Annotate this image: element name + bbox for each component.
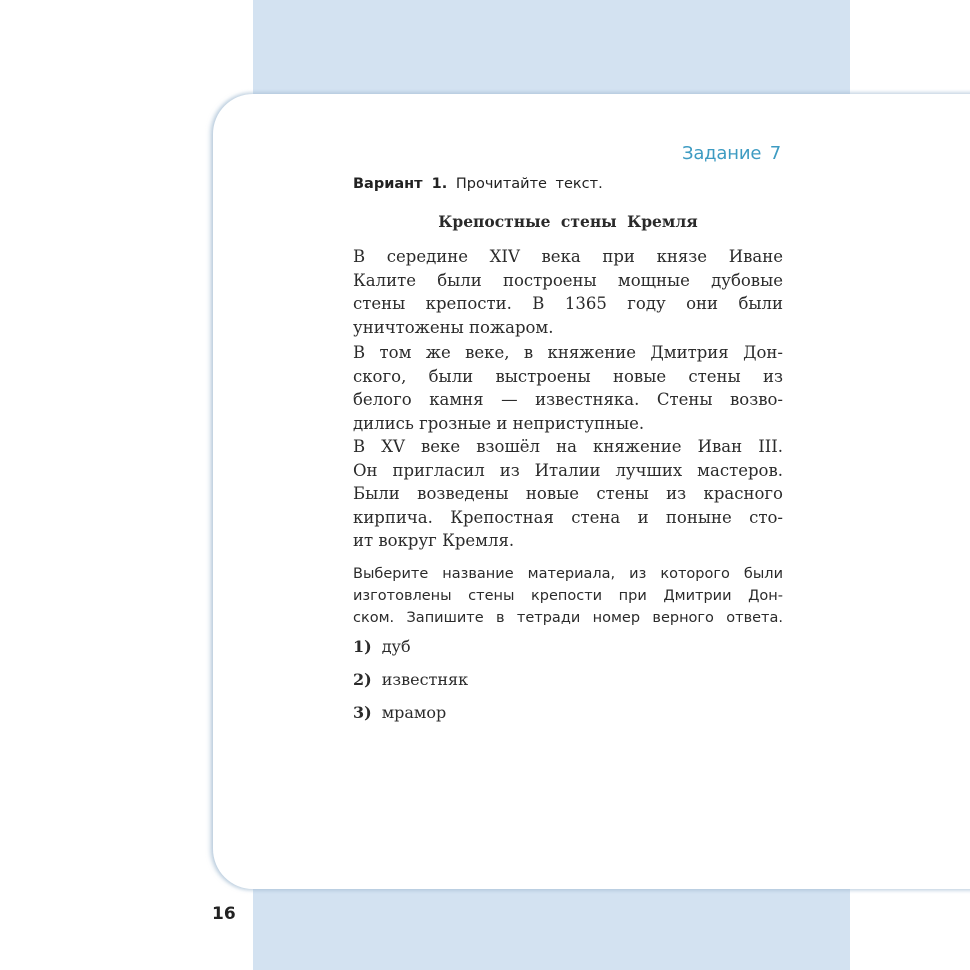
decorative-band-top — [253, 0, 850, 95]
paragraph-line: В середине XIV века при князе Иване — [353, 247, 783, 266]
task-title: Задание 7 — [682, 143, 781, 164]
paragraph-3 — [353, 435, 783, 553]
paragraph-line: В том же веке, в княжение Дмитрия Дон- — [353, 343, 783, 362]
option-number: 1) — [353, 637, 372, 656]
paragraph-2 — [353, 341, 783, 435]
decorative-band-bottom — [253, 889, 850, 970]
question-line: ском. Запишите в тетради номер верного ответа. — [353, 610, 783, 626]
paragraph-line: дились грозные и неприступные. — [353, 413, 645, 433]
paragraph-line: уничтожены пожаром. — [353, 317, 554, 337]
option-number: 3) — [353, 703, 372, 722]
option-label: дуб — [381, 637, 411, 656]
paragraph-line: Он пригласил из Италии лучших мастеров. — [353, 460, 783, 480]
page-number: 16 — [212, 904, 236, 924]
answer-option-3 — [353, 703, 446, 722]
variant-line — [353, 176, 603, 192]
question-line: Выберите название материала, из которого были — [353, 566, 783, 582]
option-label: известняк — [381, 670, 469, 689]
paragraph-line: ит вокруг Кремля. — [353, 531, 515, 550]
option-number: 2) — [353, 670, 372, 689]
text-title: Крепостные стены Кремля — [438, 212, 698, 231]
question-line: изготовлены стены крепости при Дмитрии Дон- — [353, 588, 783, 604]
paragraph-line: стены крепости. В 1365 году они были — [353, 294, 783, 313]
paragraph-line: ского, были выстроены новые стены из — [353, 366, 783, 386]
variant-label: Вариант 1. — [353, 176, 448, 192]
paragraph-1 — [353, 245, 783, 339]
paragraph-line: белого камня — известняка. Стены возво- — [353, 390, 783, 409]
paragraph-line: В XV веке взошёл на княжение Иван III. — [353, 437, 783, 456]
answer-option-2 — [353, 670, 468, 689]
instruction: Прочитайте текст. — [455, 176, 603, 192]
answer-option-1 — [353, 637, 411, 656]
paragraph-line: Были возведены новые стены из красного — [353, 484, 783, 503]
question — [353, 563, 783, 629]
paragraph-line: кирпича. Крепостная стена и поныне сто- — [353, 507, 783, 527]
paragraph-line: Калите были построены мощные дубовые — [353, 270, 783, 290]
option-label: мрамор — [381, 703, 447, 722]
